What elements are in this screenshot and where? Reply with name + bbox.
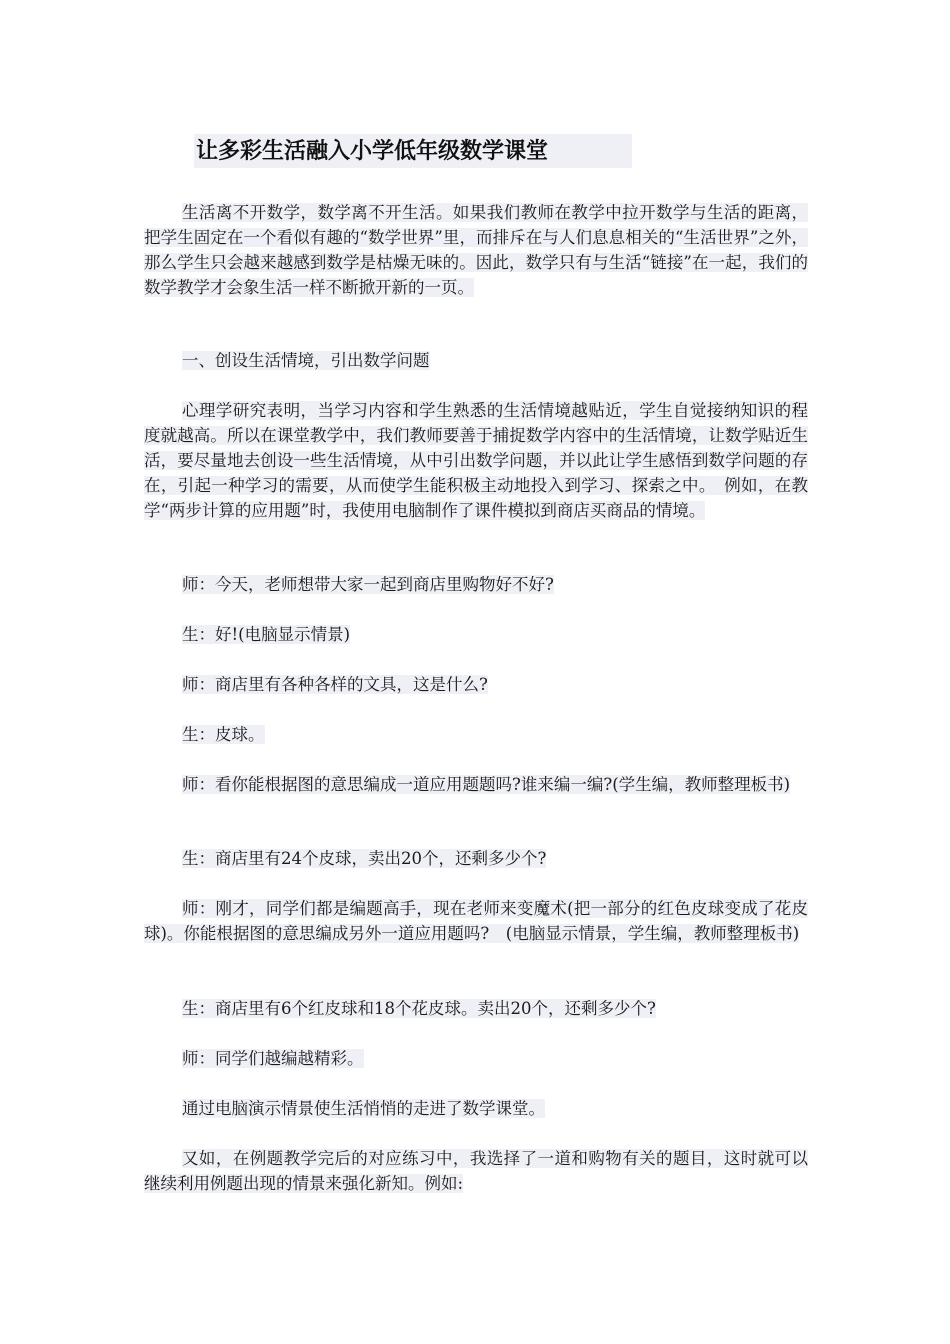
dialogue-line <box>144 1046 808 1071</box>
dialogue-line <box>144 996 808 1021</box>
dialogue-line <box>144 622 808 647</box>
dialogue-text: 师：商店里有各种各样的文具，这是什么? <box>182 675 488 694</box>
paragraph-text: 又如，在例题教学完后的对应练习中，我选择了一道和购物有关的题目，这时就可以继续利用例题出现的情景来强化新知。例如: <box>144 1149 808 1193</box>
paragraph-intro <box>144 200 808 300</box>
dialogue-text: 师：同学们越编越精彩。 <box>182 1049 364 1068</box>
dialogue-text: 生：皮球。 <box>182 725 265 744</box>
paragraph-text: 生活离不开数学，数学离不开生活。如果我们教师在教学中拉开数学与生活的距离，把学生固定在一个看似有趣的“数学世界”里，而排斥在与人们息息相关的“生活世界”之外，那么学生只会越来越感到数学是枯燥无味的。因此，数学只有与生活“链接”在一起，我们的数学教学才会象生活一样不断掀开新的一页。 <box>144 203 808 297</box>
dialogue-text: 师：今天，老师想带大家一起到商店里购物好不好? <box>182 575 554 594</box>
paragraph-text: 通过电脑演示情景使生活悄悄的走进了数学课堂。 <box>182 1099 545 1118</box>
dialogue-text: 生：好!(电脑显示情景) <box>182 625 351 644</box>
dialogue-text: 生：商店里有6个红皮球和18个花皮球。卖出20个，还剩多少个? <box>182 999 656 1018</box>
dialogue-line <box>144 846 808 871</box>
paragraph-summary <box>144 1096 808 1121</box>
dialogue-line <box>144 722 808 747</box>
document-title: 让多彩生活融入小学低年级数学课堂 <box>194 134 632 168</box>
section-heading <box>144 348 808 373</box>
dialogue-line <box>144 772 808 797</box>
dialogue-text: 师：看你能根据图的意思编成一道应用题题吗?谁来编一编?(学生编，教师整理板书) <box>182 775 791 794</box>
paragraph-psychology <box>144 398 808 523</box>
paragraph-example <box>144 1146 808 1196</box>
dialogue-line <box>144 896 808 946</box>
section-heading-text: 一、创设生活情境，引出数学问题 <box>182 351 430 370</box>
dialogue-text: 生：商店里有24个皮球，卖出20个，还剩多少个? <box>182 849 547 868</box>
dialogue-line <box>144 572 808 597</box>
dialogue-line <box>144 672 808 697</box>
dialogue-text: 师：刚才，同学们都是编题高手，现在老师来变魔术(把一部分的红色皮球变成了花皮球)。你能根据图的意思编成另外一道应用题吗? (电脑显示情景，学生编，教师整理板书) <box>144 899 808 943</box>
paragraph-text: 心理学研究表明，当学习内容和学生熟悉的生活情境越贴近，学生自觉接纳知识的程度就越高。所以在课堂教学中，我们教师要善于捕捉数学内容中的生活情境，让数学贴近生活，要尽量地去创设一些生活情境，从中引出数学问题，并以此让学生感悟到数学问题的存在，引起一种学习的需要，从而使学生能积极主动地投入到学习、探索之中。 例如，在教学“两步计算的应用题”时，我使用电脑制作了课件模拟到商店买商品的情境。 <box>144 401 808 520</box>
